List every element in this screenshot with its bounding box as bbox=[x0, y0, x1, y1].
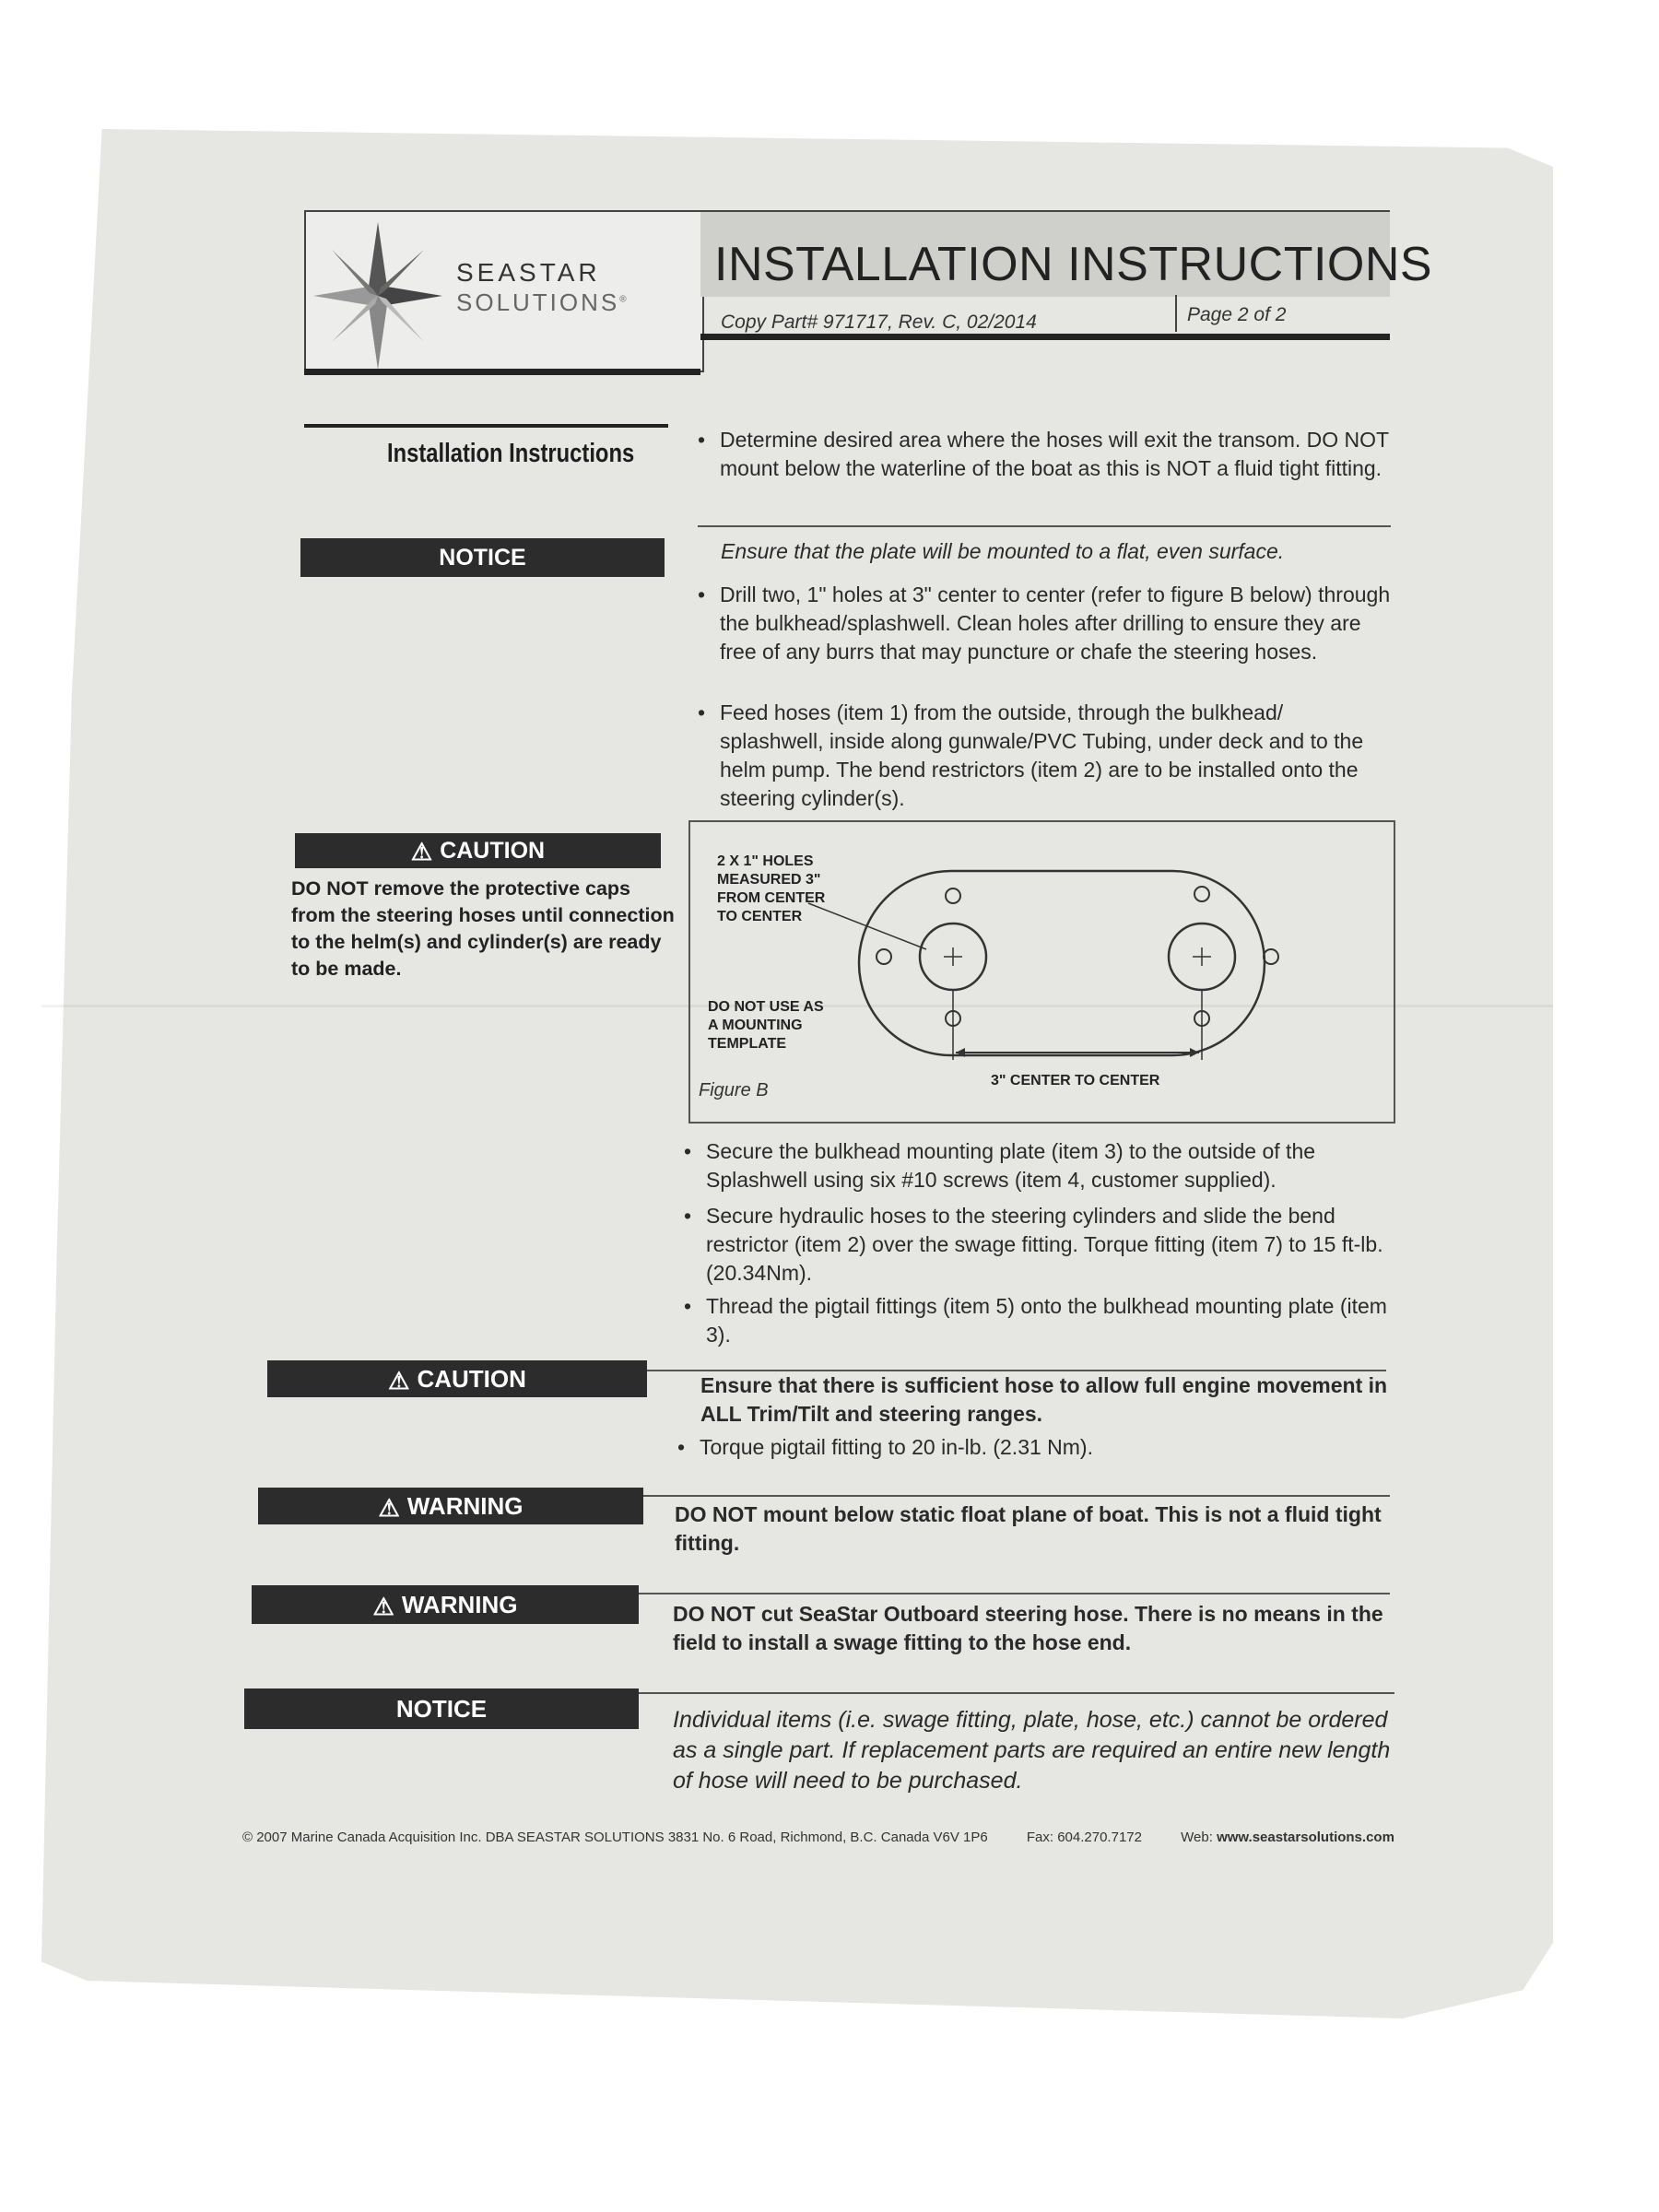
section-rule bbox=[304, 424, 668, 428]
compass-star-icon bbox=[309, 218, 447, 374]
warning-rule bbox=[643, 1495, 1390, 1497]
notice-bar: NOTICE bbox=[244, 1688, 639, 1729]
figure-caption: Figure B bbox=[699, 1080, 769, 1100]
warning-2-text: DO NOT cut SeaStar Outboard steering hose. There is no means in the field to install a swage fitting to the hose end. bbox=[673, 1602, 1383, 1654]
step-4: • Secure the bulkhead mounting plate (item 3) to the outside of the Splashwell using six #10 screws (item 4, customer supplied). bbox=[684, 1139, 1316, 1192]
warning-triangle-icon: ⚠ bbox=[378, 1494, 400, 1522]
warning-1-text: DO NOT mount below static float plane of boat. This is not a fluid tight fitting. bbox=[675, 1502, 1382, 1555]
caution-1-text: DO NOT remove the protective caps from the steering hoses until connection to the helm(s) and cylinder(s) are ready to be made. bbox=[291, 877, 675, 980]
bullet: • bbox=[677, 1435, 686, 1459]
section-heading: Installation Instructions bbox=[387, 439, 635, 468]
header-rule bbox=[700, 334, 1390, 340]
warning-triangle-icon: ⚠ bbox=[372, 1593, 394, 1620]
step-5: • Secure hydraulic hoses to the steering cylinders and slide the bend restrictor (item 2) over the swage fitting. Torque fitting (item 7) to 15 ft-lb. (20.34Nm). bbox=[684, 1204, 1383, 1285]
notice-rule bbox=[698, 525, 1391, 527]
step-7: • Torque pigtail fitting to 20 in-lb. (2.31 Nm). bbox=[677, 1433, 1387, 1462]
footer bbox=[242, 1830, 1394, 1845]
warning-bar: ⚠ WARNING bbox=[258, 1488, 643, 1524]
registered-mark: ® bbox=[619, 294, 629, 305]
copy-part-number: Copy Part# 971717, Rev. C, 02/2014 bbox=[721, 312, 1037, 333]
warning-triangle-icon: ⚠ bbox=[410, 838, 433, 865]
notice-1-text: Ensure that the plate will be mounted to a flat, even surface. bbox=[721, 539, 1285, 563]
footer-web-link[interactable]: www.seastarsolutions.com bbox=[1217, 1830, 1394, 1845]
caution-2-text: Ensure that there is sufficient hose to allow full engine movement in ALL Trim/Tilt and steering ranges. bbox=[700, 1373, 1388, 1426]
step-1: • Determine desired area where the hoses will exit the transom. DO NOT mount below the waterline of the boat as this is NOT a fluid tight fitting. bbox=[698, 428, 1389, 480]
caution-bar: ⚠ CAUTION bbox=[267, 1360, 647, 1397]
brand-name-line2: SOLUTIONS® bbox=[456, 288, 629, 316]
figure-template-note: DO NOT USE AS A MOUNTING TEMPLATE bbox=[708, 999, 824, 1052]
footer-fax: Fax: 604.270.7172 bbox=[1026, 1830, 1142, 1845]
logo-underline bbox=[304, 369, 700, 375]
figure-dimension-label: 3" CENTER TO CENTER bbox=[991, 1073, 1160, 1088]
warning-rule bbox=[639, 1593, 1390, 1594]
bullet: • bbox=[684, 1204, 692, 1228]
bullet: • bbox=[698, 582, 706, 606]
bullet: • bbox=[684, 1294, 692, 1318]
step-2: • Drill two, 1" holes at 3" center to center (refer to figure B below) through the bulkhead/splashwell. Clean holes after drilling to ensure they are free of any burrs that may puncture or chafe the steering hoses. bbox=[698, 582, 1391, 664]
caution-bar: ⚠ CAUTION bbox=[295, 833, 661, 868]
brand-name-line1: SEASTAR bbox=[456, 258, 601, 287]
footer-copyright: © 2007 Marine Canada Acquisition Inc. DBA SEASTAR SOLUTIONS 3831 No. 6 Road, Richmond, B.C. Canada V6V 1P6 bbox=[242, 1830, 988, 1845]
footer-web-label: Web: bbox=[1181, 1830, 1213, 1845]
page-number: Page 2 of 2 bbox=[1187, 304, 1287, 325]
notice-2-text: Individual items (i.e. swage fitting, plate, hose, etc.) cannot be ordered as a single part. If replacement parts are required an entire new length of hose will need to be purchased. bbox=[673, 1707, 1391, 1794]
warning-triangle-icon: ⚠ bbox=[388, 1367, 410, 1394]
step-3: • Feed hoses (item 1) from the outside, through the bulkhead/ splashwell, inside along gunwale/PVC Tubing, under deck and to the helm pump. The bend restrictors (item 2) are to be installed onto the steering cylinder(s). bbox=[698, 700, 1364, 810]
document-title: INSTALLATION INSTRUCTIONS bbox=[714, 238, 1433, 291]
notice-bar: NOTICE bbox=[300, 538, 665, 577]
step-6: • Thread the pigtail fittings (item 5) onto the bulkhead mounting plate (item 3). bbox=[684, 1294, 1387, 1347]
bullet: • bbox=[684, 1139, 692, 1163]
bullet: • bbox=[698, 428, 706, 452]
figure-holes-note: 2 X 1" HOLES MEASURED 3" FROM CENTER TO CENTER bbox=[717, 853, 826, 924]
notice-rule bbox=[639, 1692, 1394, 1694]
bullet: • bbox=[698, 700, 706, 724]
warning-bar: ⚠ WARNING bbox=[252, 1585, 639, 1624]
